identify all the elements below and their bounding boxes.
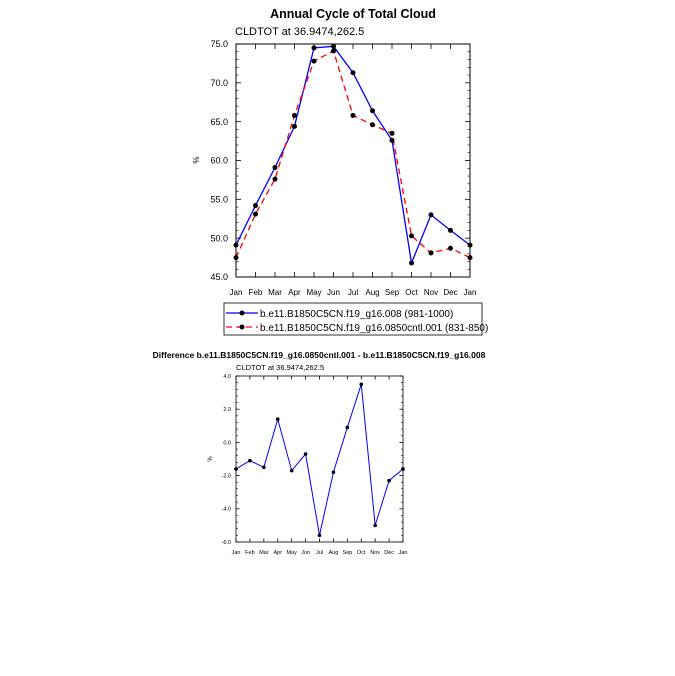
x-tick-label: Apr	[273, 550, 283, 556]
series-1-point	[387, 479, 391, 483]
series-2-point	[312, 59, 317, 64]
series-1-point	[332, 470, 336, 474]
y-tick-label: 2.0	[223, 407, 231, 414]
chart1-subtitle: CLDTOT at 36.9474,262.5	[235, 26, 365, 38]
series-2-point	[390, 131, 395, 136]
series-1-point	[351, 70, 356, 75]
series-1-point	[253, 203, 258, 208]
y-tick-label: 55.0	[210, 194, 228, 205]
x-tick-label: Mar	[268, 288, 282, 297]
series-1-point	[273, 165, 278, 170]
series-1-point	[234, 243, 239, 248]
series-1-point	[390, 138, 395, 143]
x-tick-label: Oct	[356, 550, 366, 556]
x-tick-label: Jul	[315, 550, 324, 556]
x-tick-label: Jan	[229, 288, 243, 297]
y-tick-label: 75.0	[210, 39, 228, 50]
x-tick-label: Nov	[370, 550, 381, 556]
chart2-title: Difference b.e11.B1850C5CN.f19_g16.0850cntl.001 - b.e11.B1850C5CN.f19_g16.008	[152, 350, 486, 360]
y-tick-label: 4.0	[223, 373, 231, 380]
series-1-point	[346, 426, 350, 430]
x-tick-label: May	[306, 288, 322, 297]
y-tick-label: 45.0	[210, 272, 228, 283]
series-1-point	[370, 108, 375, 113]
y-tick-label: 60.0	[210, 155, 228, 166]
series-1-point	[429, 212, 434, 217]
x-tick-label: Jan	[231, 550, 241, 556]
series-2-point	[370, 122, 375, 127]
legend-label-series-2: b.e11.B1850C5CN.f19_g16.0850cntl.001 (831-850)	[260, 323, 489, 334]
x-tick-label: Sep	[342, 550, 353, 556]
legend-label-series-1: b.e11.B1850C5CN.f19_g16.008 (981-1000)	[260, 309, 454, 320]
x-tick-label: Jan	[398, 550, 408, 556]
series-2-point	[429, 250, 434, 255]
series-1-point	[359, 383, 363, 387]
x-tick-label: Dec	[384, 550, 394, 556]
y-tick-label: 65.0	[210, 116, 228, 127]
legend-marker-series-1	[240, 311, 245, 316]
chart1-title: Annual Cycle of Total Cloud	[270, 7, 436, 21]
series-2-point	[331, 48, 336, 53]
legend-marker-series-2	[240, 325, 245, 330]
series-2-point	[234, 255, 239, 260]
series-1-point	[318, 534, 322, 538]
x-tick-label: Oct	[405, 288, 418, 297]
x-tick-label: Apr	[288, 288, 301, 297]
chart1-plot-frame	[236, 44, 470, 277]
x-tick-label: May	[286, 550, 297, 556]
x-tick-label: Aug	[365, 288, 380, 297]
x-tick-label: Jun	[301, 550, 311, 556]
series-1-point	[373, 524, 377, 528]
x-tick-label: Jun	[327, 288, 340, 297]
series-line-1	[236, 46, 470, 263]
series-1-point	[262, 466, 266, 470]
x-tick-label: Feb	[248, 288, 263, 297]
series-line-2	[236, 51, 470, 258]
x-tick-label: Aug	[328, 550, 339, 556]
x-tick-label: Jul	[347, 288, 359, 297]
difference-chart	[153, 350, 486, 556]
annual-cycle-chart	[192, 7, 488, 335]
y-tick-label: -6.0	[221, 539, 231, 546]
series-1-point	[304, 452, 308, 456]
x-tick-label: Nov	[423, 288, 439, 297]
series-2-point	[292, 113, 297, 118]
series-2-point	[468, 255, 473, 260]
series-1-point	[331, 44, 336, 49]
chart2-y-axis-label: %	[208, 456, 214, 462]
y-tick-label: 70.0	[210, 77, 228, 88]
x-tick-label: Feb	[245, 550, 255, 556]
x-tick-label: Jan	[463, 288, 477, 297]
x-tick-label: Sep	[384, 288, 400, 297]
series-2-point	[448, 246, 453, 251]
series-1-point	[292, 124, 297, 129]
x-tick-label: Mar	[259, 550, 269, 556]
series-1-point	[409, 261, 414, 266]
series-2-point	[273, 177, 278, 182]
series-1-point	[276, 417, 280, 421]
series-1-point	[248, 459, 252, 463]
series-1-point	[468, 243, 473, 248]
y-tick-label: 50.0	[210, 233, 228, 244]
y-tick-label: -4.0	[221, 506, 231, 513]
series-1-point	[234, 467, 238, 471]
series-line-1	[236, 384, 403, 535]
series-1-point	[290, 469, 294, 473]
x-tick-label: Dec	[443, 288, 458, 297]
series-2-point	[351, 113, 356, 118]
chart2-subtitle: CLDTOT at 36.9474,262.5	[236, 363, 325, 372]
series-1-point	[448, 228, 453, 233]
series-1-point	[401, 467, 405, 471]
chart1-y-axis-label: %	[192, 156, 201, 164]
chart1-legend	[224, 303, 488, 335]
series-2-point	[253, 212, 258, 217]
series-2-point	[409, 233, 414, 238]
series-1-point	[312, 45, 317, 50]
y-tick-label: -2.0	[221, 473, 231, 480]
y-tick-label: 0.0	[223, 440, 231, 447]
